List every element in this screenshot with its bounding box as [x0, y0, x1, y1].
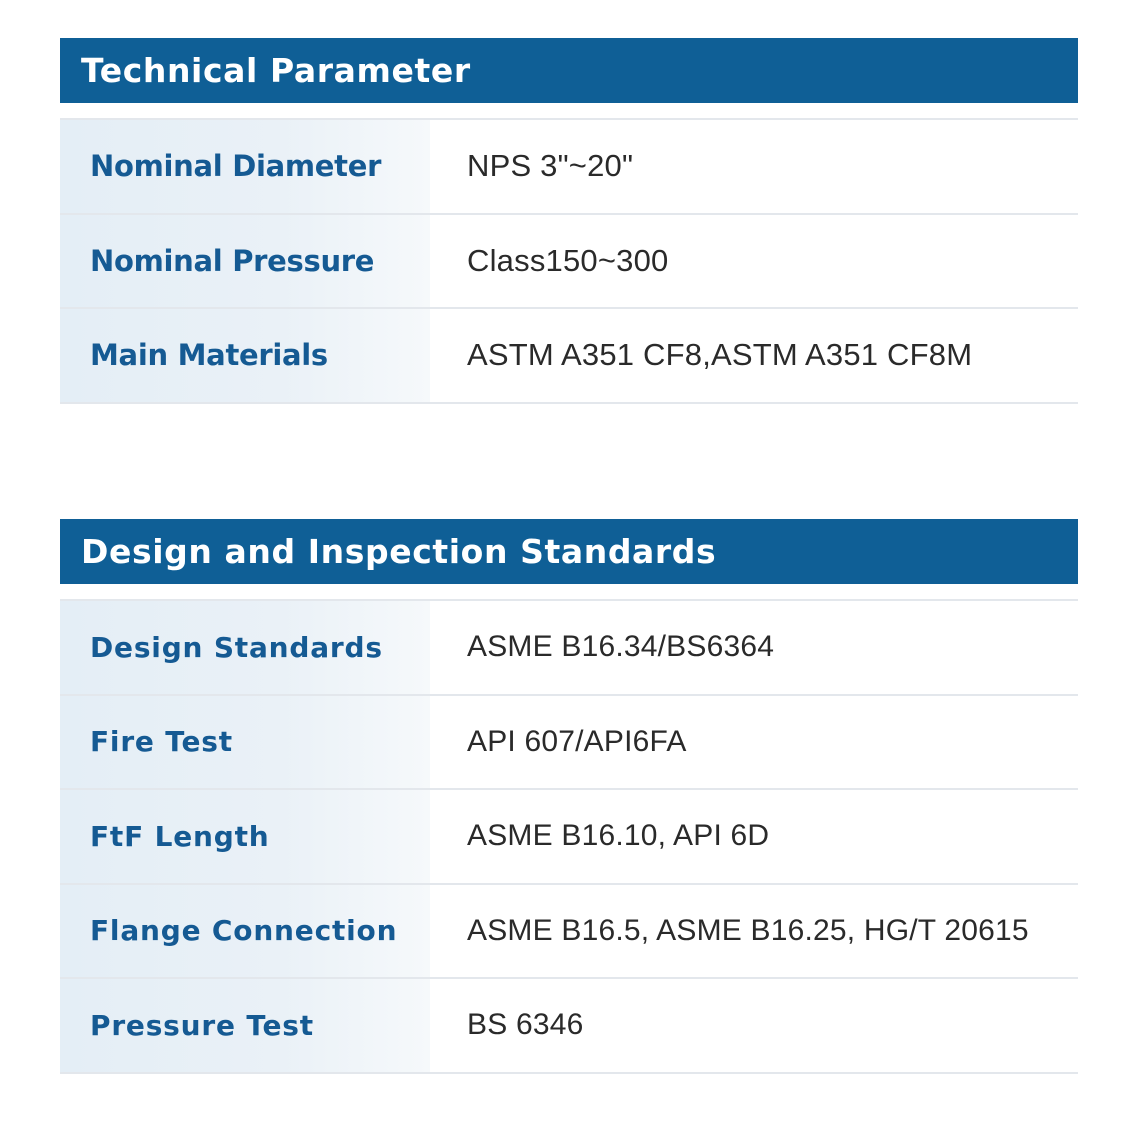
row-label: Main Materials — [60, 309, 430, 402]
technical-parameter-section — [60, 38, 1078, 404]
design-standards-section — [60, 519, 1078, 1074]
table-row — [60, 601, 1078, 696]
row-value: BS 6346 — [467, 1008, 584, 1042]
row-label: Nominal Diameter — [60, 120, 430, 213]
row-value: ASTM A351 CF8,ASTM A351 CF8M — [467, 337, 973, 373]
row-label: Design Standards — [60, 601, 430, 694]
parameter-table — [60, 118, 1078, 404]
table-row — [60, 885, 1078, 980]
row-value: NPS 3"~20" — [467, 148, 634, 184]
row-label: FtF Length — [60, 790, 430, 883]
standards-table — [60, 599, 1078, 1074]
table-row — [60, 979, 1078, 1074]
row-label: Fire Test — [60, 696, 430, 789]
section-header: Design and Inspection Standards — [60, 519, 1078, 584]
table-row — [60, 790, 1078, 885]
row-value: Class150~300 — [467, 242, 669, 278]
section-header: Technical Parameter — [60, 38, 1078, 103]
row-label: Pressure Test — [60, 979, 430, 1072]
table-row — [60, 309, 1078, 404]
row-value: API 607/API6FA — [467, 724, 687, 758]
row-value: ASME B16.34/BS6364 — [467, 630, 775, 664]
table-row — [60, 696, 1078, 791]
row-value: ASME B16.10, API 6D — [467, 819, 770, 853]
table-row — [60, 120, 1078, 215]
row-label: Nominal Pressure — [60, 215, 430, 308]
row-label: Flange Connection — [60, 885, 430, 978]
row-value: ASME B16.5, ASME B16.25, HG/T 20615 — [467, 913, 1029, 947]
table-row — [60, 215, 1078, 310]
